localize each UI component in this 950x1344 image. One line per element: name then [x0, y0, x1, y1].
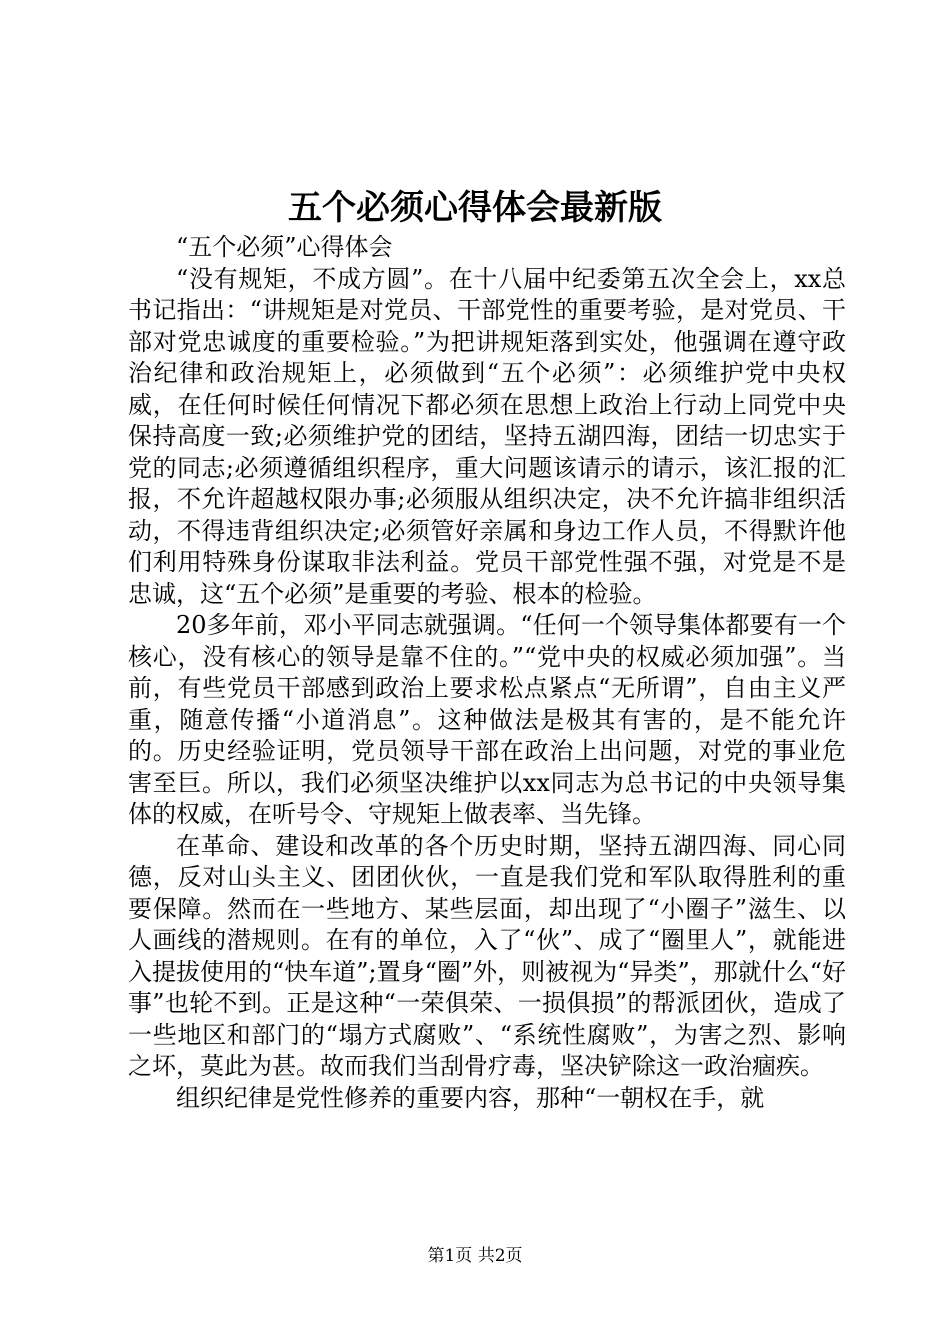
paragraph-1: “没有规矩，不成方圆”。在十八届中纪委第五次全会上，xx总书记指出：“讲规矩是对党员、干部党性的重要考验，是对党员、干部对党忠诚度的重要检验。”为把讲规矩落到实处，他强调在遵守政治纪律和政治规矩上，必须做到“五个必须”：必须维护党中央权威，在任何时候任何情况下都必须在思想上政治上行动上同党中央保持高度一致;必须维护党的团结，坚持五湖四海，团结一切忠实于党的同志;必须遵循组织程序，重大问题该请示的请示，该汇报的汇报，不允许超越权限办事;必须服从组织决定，决不允许搞非组织活动，不得违背组织决定;必须管好亲属和身边工作人员，不得默许他们利用特殊身份谋取非法利益。党员干部党性强不强，对党是不是忠诚，这“五个必须”是重要的考验、根本的检验。	[128, 264, 846, 608]
page-footer: 第1页 共2页	[427, 1246, 523, 1266]
paragraph-4: 组织纪律是党性修养的重要内容，那种“一朝权在手，就	[176, 1083, 765, 1112]
paragraph-subtitle: “五个必须”心得体会	[176, 233, 393, 261]
document-title: 五个必须心得体会最新版	[288, 188, 662, 228]
paragraph-2: 20多年前，邓小平同志就强调。“任何一个领导集体都要有一个核心，没有核心的领导是靠不住的。”“党中央的权威必须加强”。当前，有些党员干部感到政治上要求松点紧点“无所谓”，自由主义严重，随意传播“小道消息”。这种做法是极其有害的，是不能允许的。历史经验证明，党员领导干部在政治上出问题，对党的事业危害至巨。所以，我们必须坚决维护以xx同志为总书记的中央领导集体的权威，在听号令、守规矩上做表率、当先锋。	[128, 611, 846, 828]
document-body	[128, 232, 846, 1114]
paragraph-3: 在革命、建设和改革的各个历史时期，坚持五湖四海、同心同德，反对山头主义、团团伙伙，一直是我们党和军队取得胜利的重要保障。然而在一些地方、某些层面，却出现了“小圈子”滋生、以人画线的潜规则。在有的单位，入了“伙”、成了“圈里人”，就能进入提拔使用的“快车道”;置身“圈”外，则被视为“异类”，那就什么“好事”也轮不到。正是这种“一荣俱荣、一损俱损”的帮派团伙，造成了一些地区和部门的“塌方式腐败”、“系统性腐败”，为害之烈、影响之坏，莫此为甚。故而我们当刮骨疗毒，坚决铲除这一政治痼疾。	[128, 831, 846, 1080]
